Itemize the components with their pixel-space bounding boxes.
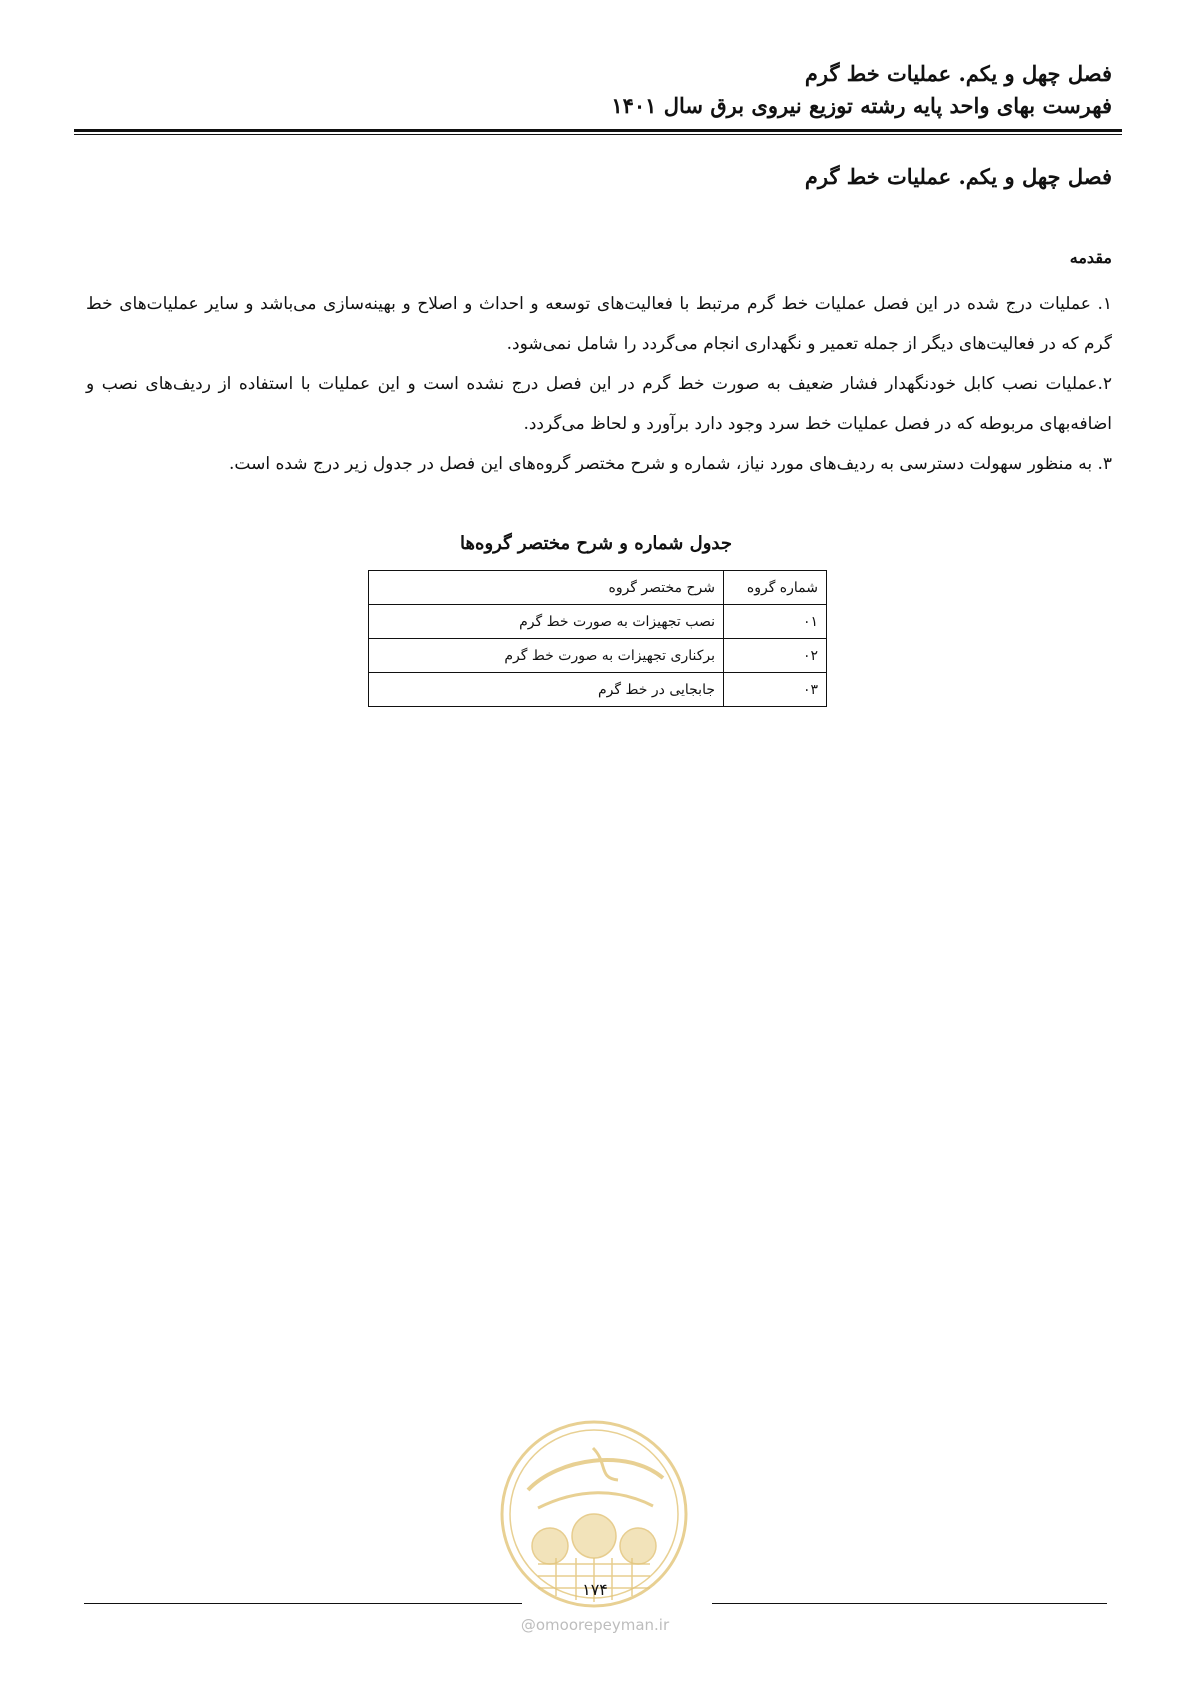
header-document-title: فهرست بهای واحد پایه رشته توزیع نیروی برق سال ۱۴۰۱: [611, 93, 1112, 118]
group-table-title: جدول شماره و شرح مختصر گروه‌ها: [460, 533, 732, 554]
intro-paragraph: ۲.عملیات نصب کابل خودنگهدار فشار ضعیف به صورت خط گرم در این فصل درج نشده است و این عملیات با استفاده از ردیف‌های نصب و اضافه‌بهای مربوطه که در فصل عملیات خط سرد وجود دارد برآورد و لحاظ می‌گردد.: [86, 374, 1112, 434]
table-row: [369, 673, 827, 707]
page-header: [72, 58, 1112, 122]
header-chapter-title: فصل چهل و یکم. عملیات خط گرم: [804, 61, 1112, 86]
intro-paragraph: ۱. عملیات درج شده در این فصل عملیات خط گرم مرتبط با فعالیت‌های توسعه و احداث و اصلاح و بهینه‌سازی می‌باشد و سایر عملیات‌های خط گرم که در فعالیت‌های دیگر از جمله تعمیر و نگهداری انجام می‌گردد را شامل نمی‌شود.: [86, 294, 1112, 354]
page-number: ۱۷۴: [582, 1580, 608, 1599]
intro-paragraph: ۳. به منظور سهولت دسترسی به ردیف‌های مورد نیاز، شماره و شرح مختصر گروه‌های این فصل در جدول زیر درج شده است.: [229, 454, 1112, 474]
group-number-cell: ۰۱: [724, 605, 827, 639]
table-row: [369, 605, 827, 639]
intro-heading: مقدمه: [1069, 248, 1112, 267]
group-description-cell: جابجایی در خط گرم: [369, 673, 724, 707]
site-watermark-text: @omoorepeyman.ir: [520, 1616, 670, 1634]
header-rule-thin: [74, 134, 1122, 135]
group-description-cell: نصب تجهیزات به صورت خط گرم: [369, 605, 724, 639]
footer-rule-right: [712, 1603, 1107, 1604]
chapter-title: فصل چهل و یکم. عملیات خط گرم: [804, 164, 1112, 189]
intro-body: [86, 284, 1112, 484]
header-group-number: شماره گروه: [724, 571, 827, 605]
footer-rule-left: [84, 1603, 522, 1604]
header-rule-thick: [74, 129, 1122, 132]
group-number-cell: ۰۳: [724, 673, 827, 707]
group-table: [368, 570, 827, 707]
header-group-description: شرح مختصر گروه: [369, 571, 724, 605]
table-row: [369, 639, 827, 673]
table-header-row: [369, 571, 827, 605]
group-description-cell: برکناری تجهیزات به صورت خط گرم: [369, 639, 724, 673]
group-number-cell: ۰۲: [724, 639, 827, 673]
